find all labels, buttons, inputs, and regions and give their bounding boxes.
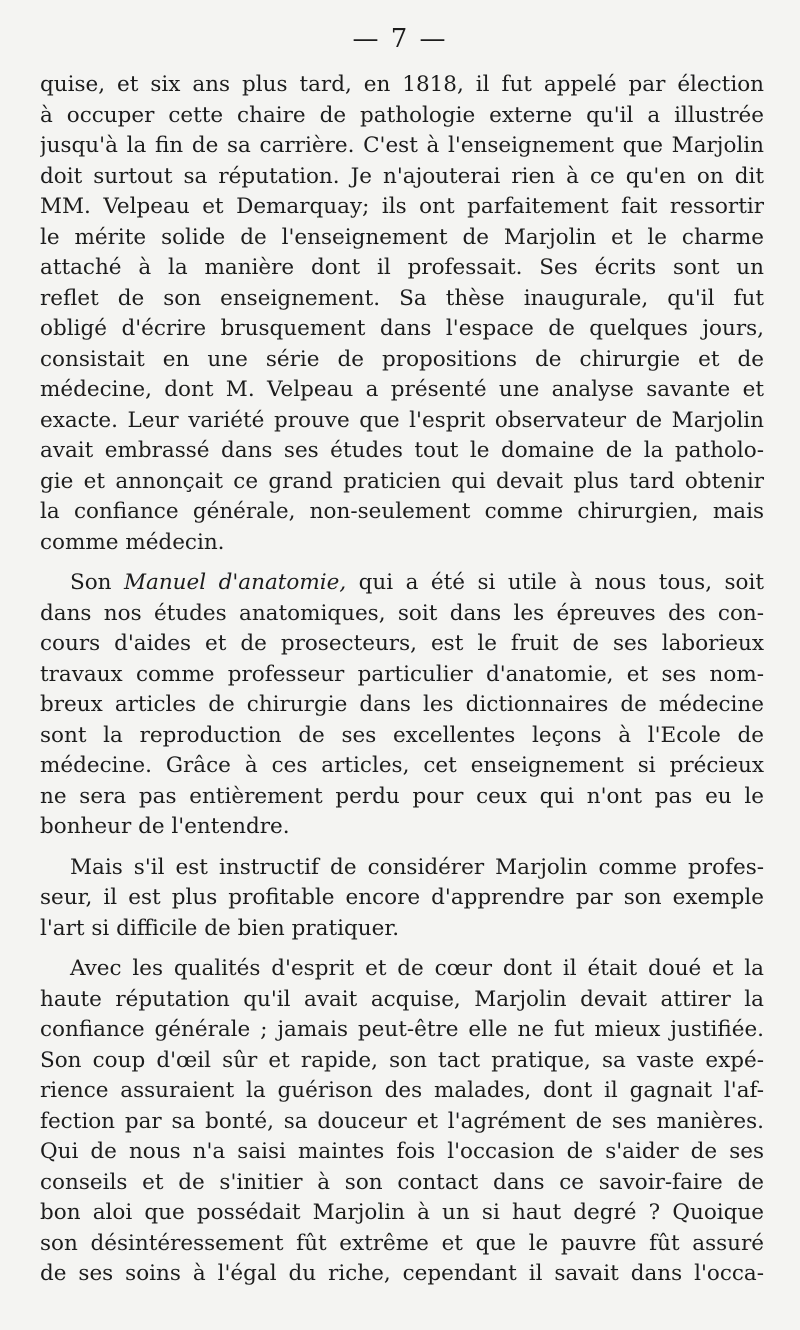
text-line: breux articles de chirurgie dans les dictionnaires de médecine: [40, 692, 764, 717]
text-run: qui a été si utile à nous tous, soit: [346, 570, 764, 595]
text-line: [40, 568, 764, 599]
text-line: quise, et six ans plus tard, en 1818, il fut appelé par élection: [40, 72, 764, 97]
text-line: fection par sa bonté, sa douceur et l'agrément de ses manières.: [40, 1108, 764, 1134]
text-line: cours d'aides et de prosecteurs, est le fruit de ses laborieux: [40, 631, 764, 656]
page-number: — 7 —: [352, 24, 448, 54]
text-line: confiance générale ; jamais peut-être elle ne fut mieux justifiée.: [40, 1017, 764, 1042]
text-line: gie et annonçait ce grand praticien qui devait plus tard obtenir: [40, 468, 764, 494]
text-line: seur, il est plus profitable encore d'apprendre par son exemple: [40, 885, 764, 910]
text-line: doit surtout sa réputation. Je n'ajouterai rien à ce qu'en on dit: [40, 163, 764, 189]
text-line: Son coup d'œil sûr et rapide, son tact pratique, sa vaste expé-: [40, 1047, 764, 1073]
text-line: consistait en une série de propositions de chirurgie et de: [40, 346, 764, 372]
text-line: obligé d'écrire brusquement dans l'espace de quelques jours,: [40, 316, 764, 341]
text-line: haute réputation qu'il avait acquise, Marjolin devait attirer la: [40, 986, 764, 1012]
book-title: Manuel d'anatomie,: [124, 570, 347, 595]
paragraph-2: [40, 568, 764, 843]
page-body: [40, 70, 764, 1290]
text-line: ne sera pas entièrement perdu pour ceux qui n'ont pas eu le: [40, 783, 764, 809]
text-line: médecine, dont M. Velpeau a présenté une analyse savante et: [40, 377, 764, 402]
text-line: bonheur de l'entendre.: [40, 814, 290, 839]
text-line: dans nos études anatomiques, soit dans les épreuves des con-: [40, 600, 764, 626]
text-line: avait embrassé dans ses études tout le domaine de la patholo-: [40, 438, 764, 463]
text-line: travaux comme professeur particulier d'anatomie, et ses nom-: [40, 661, 764, 687]
text-line: l'art si difficile de bien pratiquer.: [40, 915, 400, 941]
text-line: sont la reproduction de ses excellentes leçons à l'Ecole de: [40, 722, 764, 748]
text-line: exacte. Leur variété prouve que l'esprit observateur de Marjolin: [40, 407, 764, 433]
text-run: Son: [70, 570, 124, 595]
text-line: à occuper cette chaire de pathologie externe qu'il a illustrée: [40, 102, 764, 128]
text-line: médecine. Grâce à ces articles, cet enseignement si précieux: [40, 753, 764, 778]
text-line: de ses soins à l'égal du riche, cependant il savait dans l'occa-: [40, 1261, 764, 1286]
text-line: rience assuraient la guérison des malades, dont il gagnait l'af-: [40, 1078, 764, 1103]
text-line: jusqu'à la fin de sa carrière. C'est à l'enseignement que Marjolin: [40, 133, 764, 158]
text-line: attaché à la manière dont il professait. Ses écrits sont un: [40, 255, 764, 280]
text-line: Qui de nous n'a saisi maintes fois l'occasion de s'aider de ses: [40, 1139, 764, 1164]
paragraph-1: [40, 70, 764, 558]
text-line: bon aloi que possédait Marjolin à un si haut degré ? Quoique: [40, 1200, 764, 1225]
text-line: Avec les qualités d'esprit et de cœur dont il était doué et la: [70, 956, 764, 981]
text-line: conseils et de s'initier à son contact dans ce savoir-faire de: [40, 1169, 764, 1195]
text-line: reflet de son enseignement. Sa thèse inaugurale, qu'il fut: [40, 285, 764, 311]
text-line: son désintéressement fût extrême et que le pauvre fût assuré: [40, 1230, 764, 1256]
text-line: comme médecin.: [40, 529, 225, 555]
text-line: la confiance générale, non-seulement comme chirurgien, mais: [40, 499, 764, 524]
paragraph-4: [40, 954, 764, 1290]
text-line: MM. Velpeau et Demarquay; ils ont parfaitement fait ressortir: [40, 194, 764, 219]
text-line: le mérite solide de l'enseignement de Marjolin et le charme: [40, 224, 764, 250]
paragraph-3: [40, 853, 764, 945]
text-line: Mais s'il est instructif de considérer Marjolin comme profes-: [70, 854, 764, 880]
